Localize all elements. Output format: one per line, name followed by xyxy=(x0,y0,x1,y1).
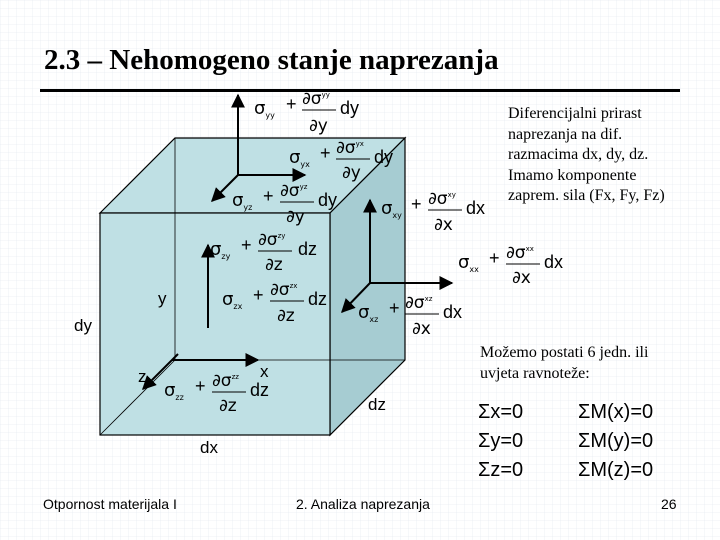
stress-yy-label xyxy=(254,89,359,136)
footer-course-name: Otpornost materijala I xyxy=(43,496,177,512)
force-equation: Σx=0 xyxy=(478,401,524,423)
svg-text:dz: dz xyxy=(308,289,328,309)
svg-text:∂x: ∂x xyxy=(412,319,431,339)
svg-text:∂σzy: $\partial\sigma^{zy}$ xyxy=(258,230,286,250)
svg-text:∂x: ∂x xyxy=(512,268,531,288)
svg-text:∂z: ∂z xyxy=(265,255,283,275)
force-equation: Σz=0 xyxy=(478,459,524,481)
axis-z-label: z xyxy=(138,367,147,386)
moment-equations xyxy=(578,398,653,485)
svg-text:∂y: ∂y xyxy=(309,116,328,136)
description-line: naprezanja na dif. xyxy=(508,125,623,143)
svg-text:∂y: ∂y xyxy=(342,163,361,183)
note-line: Možemo postati 6 jedn. ili xyxy=(480,344,649,361)
axis-x-label: x xyxy=(260,362,269,381)
svg-text:∂σxy: $\partial\sigma^{xy}$ xyxy=(428,189,456,209)
svg-text:σyy: $\sigma_{yy}$ xyxy=(254,98,275,120)
svg-text:∂σyx: $\partial\sigma^{yx}$ xyxy=(336,138,364,158)
dy-label: dy xyxy=(74,316,92,335)
svg-text:dx: dx xyxy=(544,252,564,272)
svg-text:∂y: ∂y xyxy=(286,207,305,227)
svg-text:σxx: $\sigma_{xx}$ xyxy=(458,252,479,274)
svg-text:+: + xyxy=(195,376,206,396)
svg-text:+: + xyxy=(320,143,331,163)
dz-label: dz xyxy=(368,395,386,414)
svg-text:σzz: $\sigma_{zz}$ xyxy=(164,380,184,402)
note-line: uvjeta ravnoteže: xyxy=(480,365,590,382)
description-text xyxy=(508,104,718,207)
svg-text:dy: dy xyxy=(374,147,394,167)
svg-text:σxy: $\sigma_{xy}$ xyxy=(381,198,402,220)
svg-text:σyz: $\sigma_{yz}$ xyxy=(232,190,253,212)
description-line: Diferencijalni prirast xyxy=(508,105,642,122)
description-line: Imamo komponente xyxy=(508,166,637,184)
svg-text:+: + xyxy=(411,194,422,214)
svg-text:∂σzx: $\partial\sigma^{zx}$ xyxy=(270,280,298,300)
axis-y-label: y xyxy=(158,289,167,308)
page-number: 26 xyxy=(661,496,677,512)
moment-equation: ΣM(x)=0 xyxy=(578,401,654,423)
svg-text:dx: dx xyxy=(443,302,463,322)
svg-text:dy: dy xyxy=(340,98,360,118)
svg-text:∂z: ∂z xyxy=(219,396,237,416)
svg-text:σzx: $\sigma_{zx}$ xyxy=(222,289,243,311)
force-equations xyxy=(478,398,523,485)
moment-equation: ΣM(y)=0 xyxy=(578,430,654,452)
svg-text:∂σyz: $\partial\sigma^{yz}$ xyxy=(280,181,308,201)
svg-text:+: + xyxy=(489,248,500,268)
svg-text:σxz: $\sigma_{xz}$ xyxy=(358,302,379,324)
slide-title: 2.3 – Nehomogeno stanje naprezanja xyxy=(44,44,499,76)
svg-text:σyx: $\sigma_{yx}$ xyxy=(289,147,310,169)
description-line: zaprem. sila (Fx, Fy, Fz) xyxy=(508,187,665,204)
svg-text:∂σxx: $\partial\sigma^{xx}$ xyxy=(506,243,534,263)
svg-text:∂x: ∂x xyxy=(434,215,453,235)
stress-xx-label xyxy=(458,243,563,288)
force-equation: Σy=0 xyxy=(478,430,524,452)
description-line: razmacima dx, dy, dz. xyxy=(508,146,649,163)
svg-text:dz: dz xyxy=(250,380,270,400)
svg-text:+: + xyxy=(263,186,274,206)
svg-text:∂z: ∂z xyxy=(277,306,295,326)
dx-label: dx xyxy=(200,438,218,457)
equilibrium-note xyxy=(480,342,648,384)
svg-text:dz: dz xyxy=(298,239,318,259)
svg-text:∂σxz: $\partial\sigma^{xz}$ xyxy=(405,293,433,313)
svg-text:+: + xyxy=(286,94,297,114)
svg-text:+: + xyxy=(253,285,264,305)
svg-text:+: + xyxy=(389,298,400,318)
svg-text:∂σzz: $\partial\sigma^{zz}$ xyxy=(212,371,239,391)
footer-chapter: 2. Analiza naprezanja xyxy=(296,496,430,512)
moment-equation: ΣM(z)=0 xyxy=(578,459,654,481)
svg-text:σzy: $\sigma_{zy}$ xyxy=(210,239,231,261)
svg-text:∂σyy: $\partial\sigma^{yy}$ xyxy=(302,89,330,109)
svg-text:dx: dx xyxy=(466,198,486,218)
svg-text:dy: dy xyxy=(318,190,338,210)
svg-text:+: + xyxy=(241,235,252,255)
